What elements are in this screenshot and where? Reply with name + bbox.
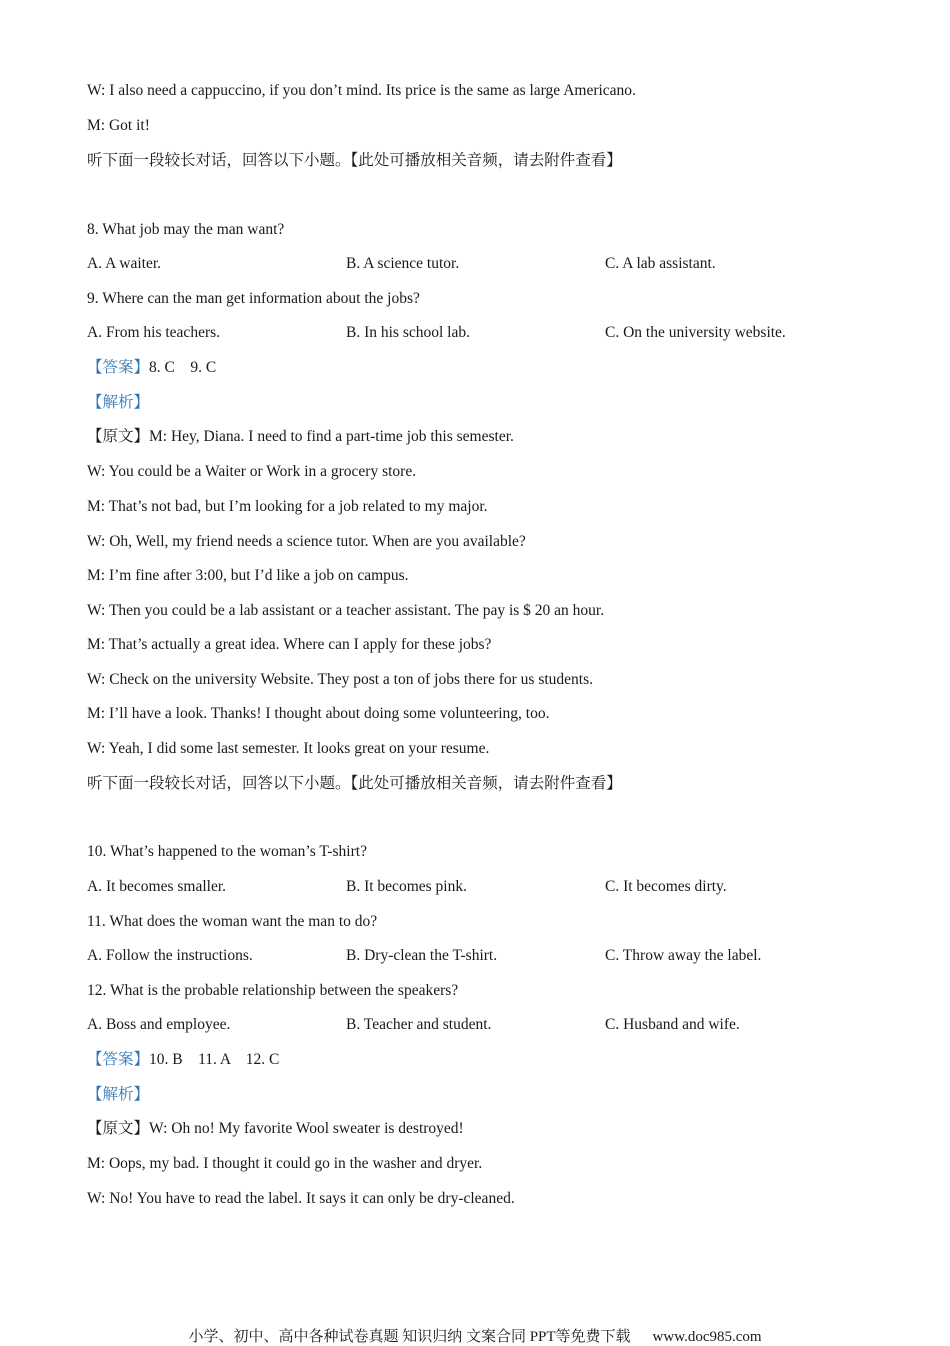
question-11-option-c: C. Throw away the label.: [605, 947, 762, 964]
transcript-text: W: Oh no! My favorite Wool sweater is destroyed!: [149, 1120, 464, 1137]
dialogue-line: W: I also need a cappuccino, if you don’t mind. Its price is the same as large Americano.: [87, 82, 636, 99]
answer-text: 8. C 9. C: [149, 359, 217, 376]
question-12-option-b: B. Teacher and student.: [346, 1016, 492, 1033]
transcript-line: W: Check on the university Website. They post a ton of jobs there for us students.: [87, 671, 594, 688]
question-12-option-c: C. Husband and wife.: [605, 1016, 740, 1033]
question-9-stem: 9. Where can the man get information about the jobs?: [87, 290, 420, 307]
question-11-stem: 11. What does the woman want the man to do?: [87, 913, 378, 930]
question-9-option-a: A. From his teachers.: [87, 324, 221, 341]
page-footer: [0, 1325, 950, 1346]
dialogue-line: M: Got it!: [87, 117, 150, 134]
answer-label: 【答案】: [87, 359, 150, 376]
question-12-option-a: A. Boss and employee.: [87, 1016, 231, 1033]
transcript-line: W: Yeah, I did some last semester. It looks great on your resume.: [87, 740, 490, 757]
transcript-line: M: I’ll have a look. Thanks! I thought about doing some volunteering, too.: [87, 705, 550, 722]
question-8-stem: 8. What job may the man want?: [87, 221, 285, 238]
transcript-line: M: I’m fine after 3:00, but I’d like a job on campus.: [87, 567, 409, 584]
footer-url-link[interactable]: www.doc985.com: [652, 1329, 762, 1345]
answer-line: [87, 1050, 279, 1070]
question-12-stem: 12. What is the probable relationship between the speakers?: [87, 982, 459, 999]
question-11-option-b: B. Dry-clean the T-shirt.: [346, 947, 498, 964]
transcript-line: W: No! You have to read the label. It says it can only be dry-cleaned.: [87, 1190, 515, 1207]
answer-label: 【答案】: [87, 1051, 150, 1068]
transcript-line: M: That’s actually a great idea. Where can I apply for these jobs?: [87, 636, 492, 653]
footer-text: 小学、初中、高中各种试卷真题 知识归纳 文案合同 PPT等免费下载: [188, 1329, 631, 1345]
question-11-option-a: A. Follow the instructions.: [87, 947, 253, 964]
section-instruction: 听下面一段较长对话，回答以下小题。【此处可播放相关音频，请去附件查看】: [87, 775, 622, 792]
question-8-option-c: C. A lab assistant.: [605, 255, 716, 272]
question-10-option-a: A. It becomes smaller.: [87, 878, 227, 895]
transcript-line: W: You could be a Waiter or Work in a grocery store.: [87, 463, 417, 480]
question-9-option-c: C. On the university website.: [605, 324, 786, 341]
question-10-option-c: C. It becomes dirty.: [605, 878, 727, 895]
question-10-stem: 10. What’s happened to the woman’s T-shirt?: [87, 843, 367, 860]
analysis-label: 【解析】: [87, 1086, 150, 1103]
answer-line: [87, 358, 216, 378]
transcript-line: W: Then you could be a lab assistant or a teacher assistant. The pay is $ 20 an hour.: [87, 602, 605, 619]
transcript-label: 【原文】: [87, 1120, 150, 1137]
question-8-option-a: A. A waiter.: [87, 255, 162, 272]
transcript-line: M: That’s not bad, but I’m looking for a job related to my major.: [87, 498, 488, 515]
analysis-label: 【解析】: [87, 394, 150, 411]
transcript-line: M: Oops, my bad. I thought it could go in the washer and dryer.: [87, 1155, 483, 1172]
transcript-line: W: Oh, Well, my friend needs a science tutor. When are you available?: [87, 533, 526, 550]
question-8-option-b: B. A science tutor.: [346, 255, 460, 272]
question-9-option-b: B. In his school lab.: [346, 324, 470, 341]
transcript-first-line: [87, 1119, 464, 1139]
answer-text: 10. B 11. A 12. C: [149, 1051, 280, 1068]
question-10-option-b: B. It becomes pink.: [346, 878, 467, 895]
transcript-first-line: [87, 427, 514, 447]
section-instruction: 听下面一段较长对话，回答以下小题。【此处可播放相关音频，请去附件查看】: [87, 152, 622, 169]
transcript-label: 【原文】: [87, 428, 150, 445]
transcript-text: M: Hey, Diana. I need to find a part-time job this semester.: [149, 428, 514, 445]
